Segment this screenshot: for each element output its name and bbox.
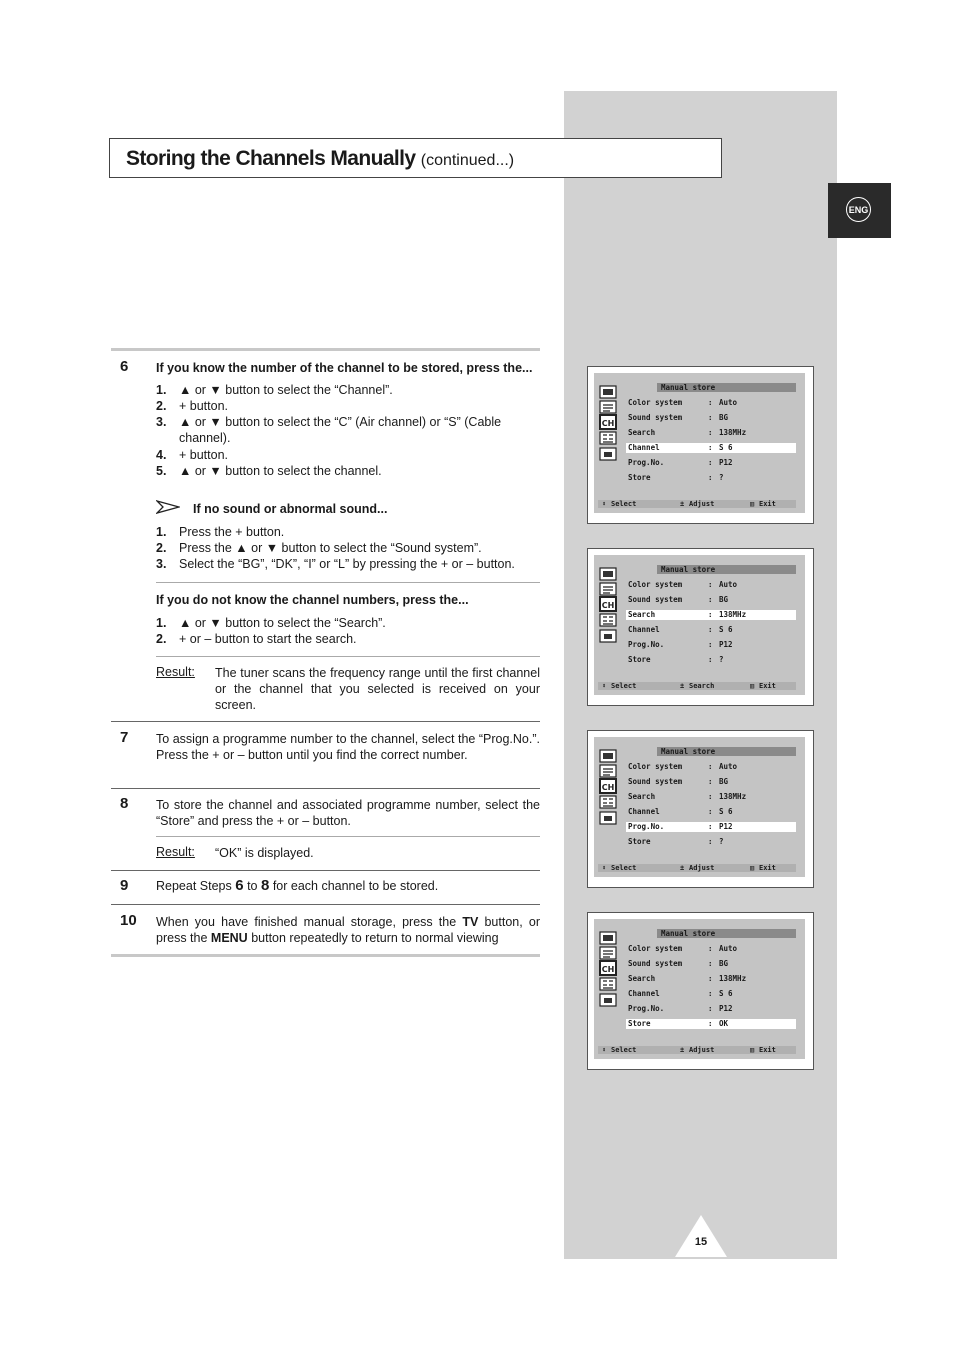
osd-footer-label: Select bbox=[611, 500, 637, 508]
osd-row bbox=[626, 974, 796, 984]
osd-row-value: Auto bbox=[719, 398, 738, 407]
step6-list2 bbox=[156, 615, 540, 647]
list-item: 3. Select the “BG”, “DK”, “I” or “L” by pressing the + or – button. bbox=[156, 557, 515, 571]
osd-row-value: 138MHz bbox=[719, 974, 747, 983]
osd-row bbox=[626, 807, 796, 817]
osd-row-label: Store bbox=[628, 473, 651, 482]
osd-row-label: Store bbox=[628, 655, 651, 664]
osd-row-value: BG bbox=[719, 777, 729, 786]
osd-row bbox=[626, 837, 796, 847]
svg-text:CH: CH bbox=[601, 419, 615, 428]
osd-row-label: Channel bbox=[628, 989, 660, 998]
osd-row-colon: : bbox=[708, 413, 713, 422]
osd-row-value: ? bbox=[719, 473, 724, 482]
osd-row-value: Auto bbox=[719, 944, 738, 953]
updown-icon: ⬍ bbox=[602, 1046, 607, 1054]
osd-footer-label: Exit bbox=[759, 682, 776, 690]
osd-row-value: BG bbox=[719, 595, 729, 604]
osd-footer bbox=[598, 864, 796, 872]
osd-row-label: Prog.No. bbox=[628, 458, 665, 467]
osd-row-value: BG bbox=[719, 959, 729, 968]
step6-heading: If you know the number of the channel to be stored, press the... bbox=[156, 361, 533, 375]
osd-footer-label: Exit bbox=[759, 864, 776, 872]
osd-row-label: Prog.No. bbox=[628, 640, 665, 649]
step-number-9: 9 bbox=[120, 877, 129, 894]
osd-row bbox=[626, 762, 796, 772]
step10-text: When you have finished manual storage, press the TV button, or press the MENU button repeatedly to return to normal viewing bbox=[156, 915, 540, 945]
step8-text: To store the channel and associated programme number, select the “Store” and press the + or – button. bbox=[156, 798, 540, 828]
osd-title: Manual store bbox=[657, 747, 796, 756]
osd-row bbox=[626, 989, 796, 999]
step6-list bbox=[156, 382, 540, 479]
list-item: 2. + or – button to start the search. bbox=[156, 632, 357, 646]
result-text: The tuner scans the frequency range until the first channel or the channel that you selected is received on your screen. bbox=[215, 666, 540, 712]
step-divider bbox=[111, 788, 540, 789]
osd-row-value: S 6 bbox=[719, 989, 733, 998]
section-rule bbox=[111, 954, 540, 957]
osd-row-value: ? bbox=[719, 655, 724, 664]
osd-row-value: Auto bbox=[719, 762, 738, 771]
page-number: 15 bbox=[694, 1236, 708, 1248]
osd-row-colon: : bbox=[708, 595, 713, 604]
subsection-rule bbox=[156, 836, 540, 837]
subsection-rule bbox=[156, 656, 540, 657]
osd-row-colon: : bbox=[708, 398, 713, 407]
list-item: 1. ▲ or ▼ button to select the “Channel”. bbox=[156, 383, 393, 397]
osd-row bbox=[626, 625, 796, 635]
osd-row-colon: : bbox=[708, 822, 713, 831]
title-main: Storing the Channels Manually bbox=[126, 147, 416, 170]
setup-icon bbox=[598, 445, 618, 463]
osd-title: Manual store bbox=[657, 383, 796, 392]
menu-icon: ▥ bbox=[750, 864, 755, 872]
osd-row-value: 138MHz bbox=[719, 792, 747, 801]
osd-footer bbox=[598, 1046, 796, 1054]
osd-screen bbox=[587, 548, 814, 706]
list-item: 5. ▲ or ▼ button to select the channel. bbox=[156, 464, 382, 478]
list-item: 1. Press the + button. bbox=[156, 525, 285, 539]
step-divider bbox=[111, 904, 540, 905]
osd-row bbox=[626, 413, 796, 423]
osd-row-label: Channel bbox=[628, 625, 660, 634]
osd-row-colon: : bbox=[708, 944, 713, 953]
osd-footer-label: Adjust bbox=[689, 864, 715, 872]
osd-row bbox=[626, 959, 796, 969]
osd-row-colon: : bbox=[708, 777, 713, 786]
osd-screen bbox=[587, 912, 814, 1070]
step7-text: To assign a programme number to the channel, select the “Prog.No.”. Press the + or – button until you find the correct number. bbox=[156, 732, 540, 762]
osd-row-value: 138MHz bbox=[719, 610, 747, 619]
osd-row bbox=[626, 640, 796, 650]
osd-footer-label: Adjust bbox=[689, 1046, 715, 1054]
setup-icon bbox=[598, 809, 618, 827]
osd-row-label: Prog.No. bbox=[628, 822, 665, 831]
tip-list bbox=[156, 524, 540, 572]
osd-row-colon: : bbox=[708, 610, 713, 619]
osd-row bbox=[626, 580, 796, 590]
osd-row-label: Color system bbox=[628, 944, 683, 953]
osd-row-label: Color system bbox=[628, 398, 683, 407]
osd-row-colon: : bbox=[708, 458, 713, 467]
menu-icon: ▥ bbox=[750, 500, 755, 508]
osd-footer-label: Search bbox=[689, 682, 715, 690]
osd-row bbox=[626, 655, 796, 665]
step9-text: Repeat Steps 6 to 8 for each channel to be stored. bbox=[156, 877, 439, 894]
list-item: 3. ▲ or ▼ button to select the “C” (Air channel) or “S” (Cable channel). bbox=[156, 415, 502, 445]
osd-row bbox=[626, 595, 796, 605]
plusminus-icon: ± bbox=[680, 682, 685, 690]
osd-footer bbox=[598, 682, 796, 690]
updown-icon: ⬍ bbox=[602, 682, 607, 690]
osd-row-value: S 6 bbox=[719, 443, 733, 452]
osd-screen bbox=[587, 366, 814, 524]
plusminus-icon: ± bbox=[680, 864, 685, 872]
language-tab bbox=[828, 183, 891, 238]
list-item: 1. ▲ or ▼ button to select the “Search”. bbox=[156, 616, 386, 630]
osd-row-value: OK bbox=[719, 1019, 729, 1028]
menu-icon: ▥ bbox=[750, 682, 755, 690]
osd-row-colon: : bbox=[708, 807, 713, 816]
osd-row-selected bbox=[626, 610, 796, 620]
osd-row bbox=[626, 398, 796, 408]
osd-row-label: Store bbox=[628, 1019, 651, 1028]
osd-row-value: Auto bbox=[719, 580, 738, 589]
osd-row-colon: : bbox=[708, 443, 713, 452]
osd-screen bbox=[587, 730, 814, 888]
osd-row-label: Sound system bbox=[628, 959, 683, 968]
osd-row bbox=[626, 777, 796, 787]
osd-row-label: Channel bbox=[628, 443, 660, 452]
title-box bbox=[109, 138, 722, 178]
step-divider bbox=[111, 870, 540, 871]
osd-row bbox=[626, 428, 796, 438]
osd-footer-label: Exit bbox=[759, 1046, 776, 1054]
osd-row-colon: : bbox=[708, 428, 713, 437]
osd-row-label: Color system bbox=[628, 580, 683, 589]
osd-row-colon: : bbox=[708, 792, 713, 801]
subsection-rule bbox=[156, 582, 540, 583]
osd-title: Manual store bbox=[657, 565, 796, 574]
osd-row bbox=[626, 944, 796, 954]
osd-row-selected bbox=[626, 822, 796, 832]
result-text: “OK” is displayed. bbox=[215, 846, 314, 860]
osd-row-label: Sound system bbox=[628, 595, 683, 604]
svg-text:CH: CH bbox=[601, 601, 615, 610]
plusminus-icon: ± bbox=[680, 500, 685, 508]
osd-row-label: Search bbox=[628, 792, 656, 801]
osd-row-value: P12 bbox=[719, 458, 733, 467]
osd-row-colon: : bbox=[708, 959, 713, 968]
osd-row bbox=[626, 473, 796, 483]
osd-footer-label: Adjust bbox=[689, 500, 715, 508]
osd-footer-label: Select bbox=[611, 864, 637, 872]
title-suffix: (continued...) bbox=[420, 152, 515, 169]
step-number-8: 8 bbox=[120, 795, 129, 812]
step-number-6: 6 bbox=[120, 358, 129, 375]
osd-row-label: Search bbox=[628, 428, 656, 437]
section-rule bbox=[111, 348, 540, 351]
osd-row-value: BG bbox=[719, 413, 729, 422]
result-label: Result: bbox=[156, 665, 195, 679]
list-item: 4. + button. bbox=[156, 448, 228, 462]
plusminus-icon: ± bbox=[680, 1046, 685, 1054]
osd-footer-label: Exit bbox=[759, 500, 776, 508]
osd-row-colon: : bbox=[708, 1004, 713, 1013]
osd-row-value: P12 bbox=[719, 640, 733, 649]
updown-icon: ⬍ bbox=[602, 864, 607, 872]
tip-heading: If no sound or abnormal sound... bbox=[193, 502, 388, 516]
osd-row-value: S 6 bbox=[719, 625, 733, 634]
osd-row-label: Prog.No. bbox=[628, 1004, 665, 1013]
osd-row-colon: : bbox=[708, 580, 713, 589]
osd-row-label: Color system bbox=[628, 762, 683, 771]
osd-row-value: P12 bbox=[719, 822, 733, 831]
osd-row-label: Store bbox=[628, 837, 651, 846]
osd-footer-label: Select bbox=[611, 1046, 637, 1054]
osd-row-label: Channel bbox=[628, 807, 660, 816]
osd-row-colon: : bbox=[708, 473, 713, 482]
osd-row-label: Sound system bbox=[628, 777, 683, 786]
osd-row-value: S 6 bbox=[719, 807, 733, 816]
osd-footer-label: Select bbox=[611, 682, 637, 690]
step-divider bbox=[111, 721, 540, 722]
osd-title: Manual store bbox=[657, 929, 796, 938]
osd-row-colon: : bbox=[708, 625, 713, 634]
setup-icon bbox=[598, 627, 618, 645]
osd-row bbox=[626, 792, 796, 802]
osd-row-colon: : bbox=[708, 989, 713, 998]
osd-row-value: P12 bbox=[719, 1004, 733, 1013]
osd-row-selected bbox=[626, 443, 796, 453]
osd-row-selected bbox=[626, 1019, 796, 1029]
updown-icon: ⬍ bbox=[602, 500, 607, 508]
osd-row-colon: : bbox=[708, 640, 713, 649]
svg-text:CH: CH bbox=[601, 965, 615, 974]
osd-footer bbox=[598, 500, 796, 508]
osd-row-label: Sound system bbox=[628, 413, 683, 422]
osd-row-colon: : bbox=[708, 1019, 713, 1028]
list-item: 2. + button. bbox=[156, 399, 228, 413]
list-item: 2. Press the ▲ or ▼ button to select the “Sound system”. bbox=[156, 541, 482, 555]
setup-icon bbox=[598, 991, 618, 1009]
result-label: Result: bbox=[156, 845, 195, 859]
svg-text:CH: CH bbox=[601, 783, 615, 792]
osd-row-colon: : bbox=[708, 974, 713, 983]
eng-badge: ENG bbox=[846, 197, 871, 222]
osd-row-colon: : bbox=[708, 762, 713, 771]
menu-icon: ▥ bbox=[750, 1046, 755, 1054]
osd-row-colon: : bbox=[708, 655, 713, 664]
osd-row bbox=[626, 1004, 796, 1014]
osd-row-label: Search bbox=[628, 974, 656, 983]
note-arrow-icon bbox=[156, 500, 180, 514]
step-number-10: 10 bbox=[120, 912, 137, 929]
page-title bbox=[126, 147, 514, 171]
osd-row-value: ? bbox=[719, 837, 724, 846]
osd-row bbox=[626, 458, 796, 468]
step6-heading2: If you do not know the channel numbers, press the... bbox=[156, 593, 469, 607]
osd-row-colon: : bbox=[708, 837, 713, 846]
step-number-7: 7 bbox=[120, 729, 129, 746]
osd-row-value: 138MHz bbox=[719, 428, 747, 437]
osd-row-label: Search bbox=[628, 610, 656, 619]
